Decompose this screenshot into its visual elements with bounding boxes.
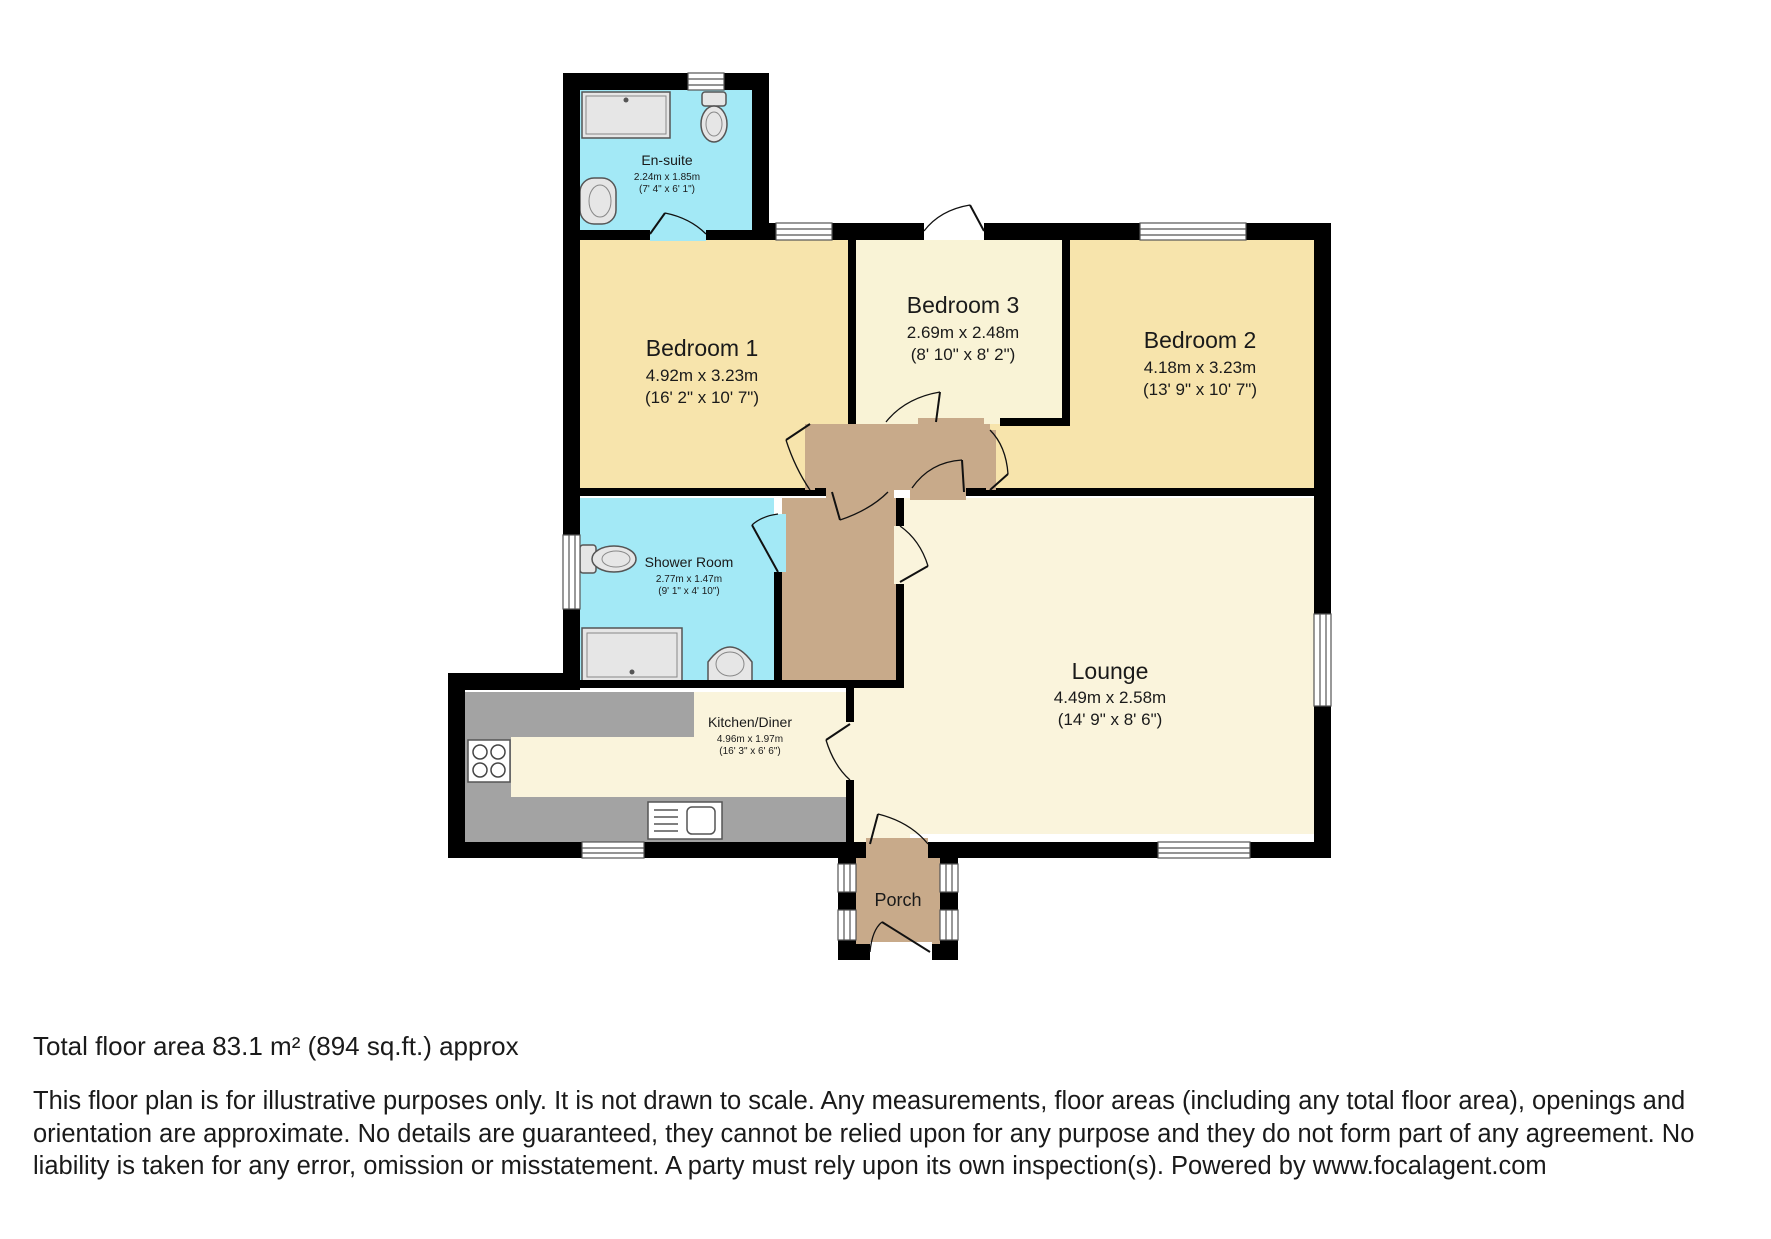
shower-room-imperial: (9' 1" x 4' 10") (658, 586, 720, 597)
window-icon (563, 535, 580, 609)
lounge-link-floor (850, 684, 910, 842)
bedroom2-imperial: (13' 9" x 10' 7") (1142, 380, 1258, 399)
shower-room-dims: 2.77m x 1.47m (655, 574, 723, 585)
bedroom1-imperial: (16' 2" x 10' 7") (644, 388, 760, 407)
bedroom1-dims: 4.92m x 3.23m (645, 366, 759, 385)
window-icon (688, 73, 724, 90)
ensuite-wall-top (563, 73, 767, 90)
bedroom3-name: Bedroom 3 (906, 292, 1020, 318)
kitchen-dims: 4.96m x 1.97m (716, 734, 784, 745)
wall-kitchen-lounge (846, 688, 854, 724)
shower-room-toilet-icon (580, 545, 636, 573)
ensuite-name: En-suite (641, 152, 693, 168)
wall-shower-hall (774, 570, 782, 684)
bedroom1-name: Bedroom 1 (645, 335, 759, 361)
wall-hall-lounge (896, 498, 904, 528)
ensuite-dims: 2.24m x 1.85m (633, 172, 701, 183)
ensuite-imperial: (7' 4" x 6' 1") (639, 184, 695, 195)
window-icon (1314, 614, 1331, 706)
total-floor-area: Total floor area 83.1 m² (894 sq.ft.) approx (33, 1031, 519, 1061)
kitchen-wall-left (448, 673, 465, 858)
wall-bedroom2-bottom (965, 488, 1315, 496)
window-icon (838, 864, 856, 892)
shower-room-tray-icon (582, 628, 682, 682)
bedroom3-dims: 2.69m x 2.48m (906, 323, 1020, 342)
shower-tray-icon (582, 92, 670, 138)
window-icon (940, 864, 958, 892)
bedroom3-imperial: (8' 10" x 8' 2") (910, 345, 1016, 364)
ensuite-wall-right (752, 73, 769, 240)
window-icon (776, 223, 832, 240)
toilet-icon (701, 92, 727, 142)
wall-bedroom1-bedroom3 (848, 238, 856, 424)
wall-kitchen-lounge-lower (846, 778, 854, 842)
lounge-imperial: (14' 9" x 8' 6") (1057, 710, 1163, 729)
bedroom2-name: Bedroom 2 (1143, 327, 1257, 353)
shower-room-name: Shower Room (644, 554, 734, 570)
wall-hall-lounge-lower (896, 582, 904, 684)
hallway-lower-floor (782, 498, 904, 684)
wall-bedroom3-bottom (1000, 418, 1070, 426)
wall-shower-kitchen (578, 680, 904, 688)
bedroom2-floor-lower (990, 424, 1314, 490)
wall-bedroom3-bedroom2 (1062, 238, 1070, 424)
window-icon (1140, 223, 1246, 240)
door-icon (924, 205, 984, 240)
hob-icon (468, 740, 510, 782)
bedroom2-dims: 4.18m x 3.23m (1143, 358, 1257, 377)
sink-icon (648, 802, 722, 839)
basin-icon (580, 178, 616, 224)
lounge-dims: 4.49m x 2.58m (1053, 688, 1167, 707)
lounge-name: Lounge (1071, 658, 1149, 684)
disclaimer-text: This floor plan is for illustrative purposes only. It is not drawn to scale. Any measurements, floor areas (including any total floor area), openings and orientation are approximate. No details are guaranteed, they cannot be relied upon for any purpose and they do not form part of any agreement. No liability is taken for any error, omission or misstatement. A party must rely upon its own inspection(s). Powered by www.focalagent.com (33, 1087, 1695, 1180)
window-icon (940, 910, 958, 940)
kitchen-wall-top (448, 673, 580, 690)
window-icon (582, 842, 644, 858)
window-icon (1158, 842, 1250, 858)
kitchen-imperial: (16' 3" x 6' 6") (719, 746, 781, 757)
kitchen-name: Kitchen/Diner (707, 714, 793, 730)
window-icon (838, 910, 856, 940)
wall-bedroom1-bottom (578, 488, 828, 496)
porch-name: Porch (874, 890, 922, 910)
main-wall-right (1314, 223, 1331, 858)
